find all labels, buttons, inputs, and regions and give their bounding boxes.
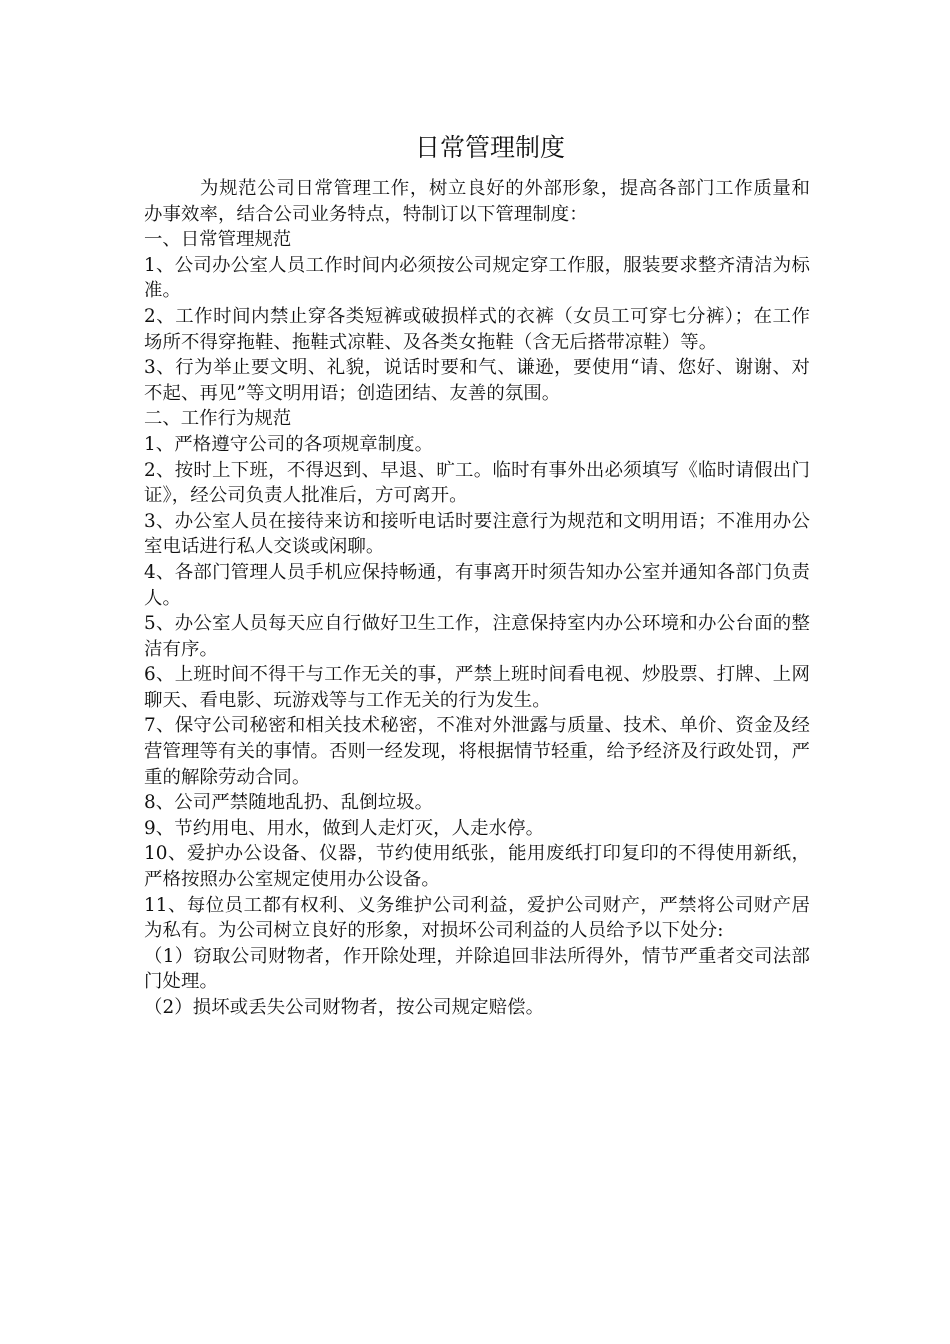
rule-item: 4、各部门管理人员手机应保持畅通，有事离开时须告知办公室并通知各部门负责人。 (144, 561, 810, 609)
document-page (144, 128, 810, 1021)
section-heading-daily: 一、日常管理规范 (144, 229, 292, 251)
rule-item: 7、保守公司秘密和相关技术秘密，不准对外泄露与质量、技术、单价、资金及经营管理等有关的事情。否则一经发现，将根据情节轻重，给予经济及行政处罚，严重的解除劳动合同。 (144, 715, 810, 788)
rule-item: 9、节约用电、用水，做到人走灯灭，人走水停。 (144, 817, 545, 839)
penalty-item: （2）损坏或丢失公司财物者，按公司规定赔偿。 (144, 997, 545, 1018)
rule-item: 1、严格遵守公司的各项规章制度。 (144, 433, 434, 455)
section-heading-conduct: 二、工作行为规范 (144, 408, 292, 430)
rule-item: 2、工作时间内禁止穿各类短裤或破损样式的衣裤（女员工可穿七分裤）；在工作场所不得穿拖鞋、拖鞋式凉鞋、及各类女拖鞋（含无后搭带凉鞋）等。 (144, 305, 810, 353)
intro-paragraph: 为规范公司日常管理工作，树立良好的外部形象，提高各部门工作质量和办事效率，结合公司业务特点，特制订以下管理制度： (144, 178, 810, 225)
rule-item: 3、办公室人员在接待来访和接听电话时要注意行为规范和文明用语；不准用办公室电话进行私人交谈或闲聊。 (144, 510, 810, 558)
rule-item: 5、办公室人员每天应自行做好卫生工作，注意保持室内办公环境和办公台面的整洁有序。 (144, 613, 810, 660)
document-title: 日常管理制度 (414, 133, 565, 162)
rule-item: 3、行为举止要文明、礼貌，说话时要和气、谦逊，要使用“请、您好、谢谢、对不起、再见”等文明用语；创造团结、友善的氛围。 (144, 357, 810, 404)
rule-item: 6、上班时间不得干与工作无关的事，严禁上班时间看电视、炒股票、打牌、上网聊天、看电影、玩游戏等与工作无关的行为发生。 (144, 664, 810, 711)
rule-item: 11、每位员工都有权利、义务维护公司利益，爱护公司财产，严禁将公司财产居为私有。为公司树立良好的形象，对损坏公司利益的人员给予以下处分: (144, 894, 810, 942)
rule-item: 1、公司办公室人员工作时间内必须按公司规定穿工作服，服装要求整齐清洁为标准。 (144, 254, 810, 302)
rule-item: 8、公司严禁随地乱扔、乱倒垃圾。 (144, 792, 434, 814)
penalty-item: （1）窃取公司财物者，作开除处理，并除追回非法所得外，情节严重者交司法部门处理。 (144, 945, 810, 993)
rule-item: 10、爱护办公设备、仪器，节约使用纸张，能用废纸打印复印的不得使用新纸，严格按照办公室规定使用办公设备。 (144, 843, 810, 891)
rule-item: 2、按时上下班，不得迟到、早退、旷工。临时有事外出必须填写《临时请假出门证》，经公司负责人批准后，方可离开。 (144, 459, 810, 507)
